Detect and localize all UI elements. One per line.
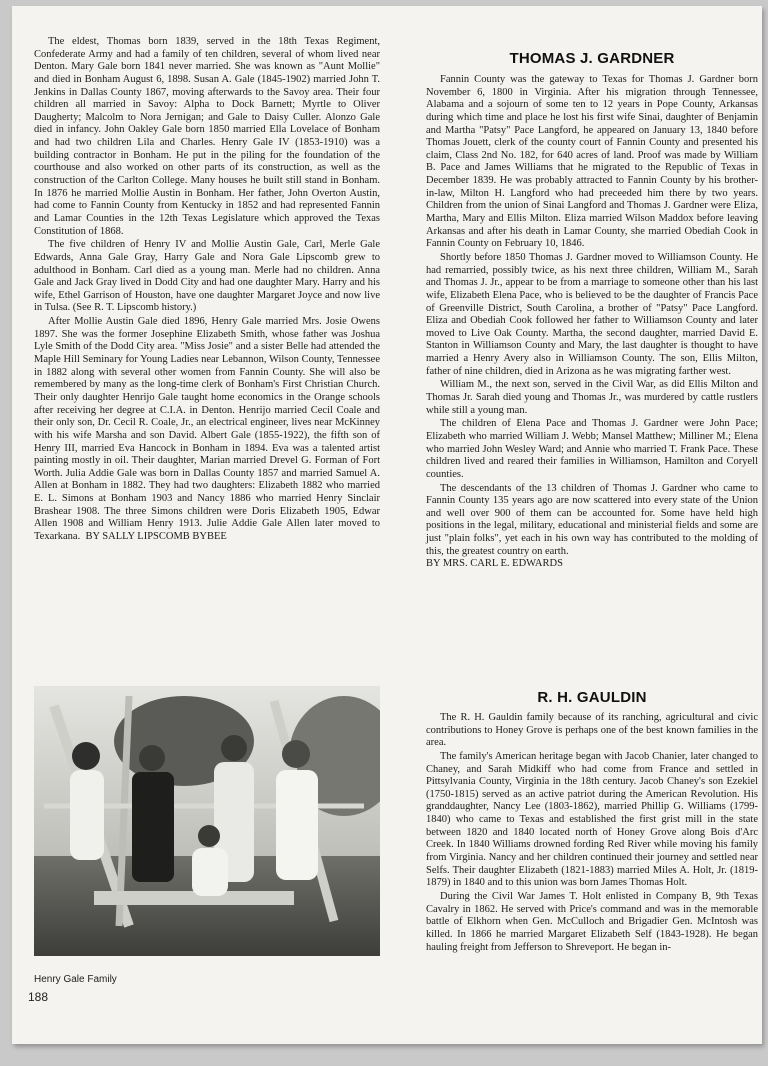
gardner-column	[426, 74, 758, 571]
document-page	[12, 6, 762, 1044]
paragraph: The family's American heritage began with Jacob Chanier, later changed to Chaney, and Sarah Midkiff who had come from France and settled in Pittsylvania County, Virginia in the 18th century. Jacob Chaney's son Ezekiel (1750-1815) served as an active patriot during the American Revolution. His granddaughter, Nancy Lee (1803-1862), married Phillip G. Williams (1799-1840) who came to Texas and established the first grist mill in the state between 1820 and 1840 located north of Honey Grove along Bois d'Arc Creek. In 1840 Williams drowned fording Red River while moving his family from Virginia. Nancy and her children continued their journey and settled near Selfs. Their daughter Elizabeth (1821-1883) married Miles A. Holt, Jr. (1819-1879) in 1840 and to this union was born James Thomas Holt.	[426, 750, 758, 889]
paragraph: The children of Elena Pace and Thomas J. Gardner were John Pace; Elizabeth who married William J. Webb; Mansel Matthew; Milliner M.; Elena who married John Wesley Ward; and Annie who married T. Frank Pace. These children lived and reared their families in Williamson, Hamilton and Coryell counties.	[426, 418, 758, 480]
paragraph: Shortly before 1850 Thomas J. Gardner moved to Williamson County. He had remarried, possibly twice, as his next three children, William M., Sarah and Thomas J. Jr., appear to be from a marriage to someone other than his last wife, Elizabeth Elena Pace, who is believed to be the daughter of Francis Pace of Greenville District, South Carolina, a brother of "Patsy" Pace Langford. Eliza and Obediah Cook followed her father to Williamson County and later moved to Live Oak County. Martha, the second daughter, married David E. Stanton in Williamson County and Mary, the last daughter is thought to have married a Henry Avery also in Williamson County. The son, Ellis Milton, father of nine children, died in Arizona as he was migrating farther west.	[426, 251, 758, 377]
paragraph	[34, 316, 380, 544]
section-title-gauldin: R. H. GAULDIN	[537, 689, 647, 706]
gale-history-column	[34, 36, 380, 544]
section-title-gardner: THOMAS J. GARDNER	[509, 50, 675, 67]
byline: BY MRS. CARL E. EDWARDS	[426, 558, 563, 570]
photo-caption: Henry Gale Family	[34, 974, 117, 985]
paragraph: Fannin County was the gateway to Texas for Thomas J. Gardner born November 6, 1800 in Virginia. After his migration through Tennessee, Alabama and a sojourn of some ten to 12 years in Pope County, Arkansas during which time and place he lost his first wife Sinai, daughter of Benjamin and Martha "Patsy" Pace Langford, he appeared on January 13, 1840 before Thomas Jouett, clerk of the county court of Fannin County and presented his claim, Class 2nd No. 182, for 640 acres of land. Proof was made by William B. Pace and James Williams that he migrated to the Republic of Texas in December 1839. He was probably attracted to Fannin County by his brother-in-law, Milton H. Langford who had preceeded him there by two years. Children from the union of Sinai Langford and Thomas J. Gardner were Eliza, Martha, Mary and Ellis Milton. Eliza married Wilson Maddox before leaving Arkansas and after his death in Lamar County, she married Obediah Cook in Fannin County on February 10, 1846.	[426, 74, 758, 250]
paragraph: The descendants of the 13 children of Thomas J. Gardner who came to Fannin County 135 years ago are now scattered into every state of the Union and well over 900 of them can be accounted for. Some have held high positions in the legal, military, educational and ministerial fields and some are just "plain folks", yet each in his own way has contributed to the molding of this, the greatest country on earth.	[426, 482, 758, 557]
paragraph: The five children of Henry IV and Mollie Austin Gale, Carl, Merle Gale Edwards, Anna Gale Gray, Harry Gale and Nora Gale Lipscomb grew to adulthood in Bonham. Carl died as a young man. Merle had no children. Anna Gale and Jack Gray lived in Dodd City and had one daughter Mary. Harry and his wife, Ethel Garrison of Houston, have one daughter Margaret Joyce and now live in Tulsa. (See R. T. Lipscomb history.)	[34, 239, 380, 314]
byline: BY SALLY LIPSCOMB BYBEE	[85, 530, 227, 542]
gauldin-column	[426, 712, 758, 954]
paragraph: During the Civil War James T. Holt enlisted in Company B, 9th Texas Cavalry in 1862. He served with Price's command and was in the memorable battle of Elkhorn when Gen. McCulloch and Brigadier Gen. McIntosh was killed. In 1866 he married Margaret Elizabeth Self (1843-1928). He began hauling freight from Jefferson to Shreveport. He began in-	[426, 890, 758, 953]
paragraph: William M., the next son, served in the Civil War, as did Ellis Milton and Thomas Jr. Sarah died young and Thomas Jr., was murdered by cattle rustlers while still a young man.	[426, 379, 758, 416]
paragraph: The R. H. Gauldin family because of its ranching, agricultural and civic contributions to Honey Grove is perhaps one of the best known families in the area.	[426, 712, 758, 749]
page-number: 188	[28, 990, 49, 1004]
paragraph-text: After Mollie Austin Gale died 1896, Henry Gale married Mrs. Josie Owens 1897. She was the former Josephine Elizabeth Smith, whose father was Joshua Lyle Smith of the Dodd City area. "Miss Josie" and a sister Belle had attended the Maple Hill Seminary for Young Ladies near Lebannon, Wilson County, Tennessee in 1882 along with several other women from Fannin County. She will also be remembered by many as the long-time clerk of Bonham's First Christian Church. Their only daughter Henrijo Gale taught home economics in the Orange schools after receiving her degree at C.I.A. in Denton. Henrijo married Cecil Coale and their only son, Dr. Cecil R. Coale, Jr., an electrical engineer, lives near McKinney with his wife Marsha and son David. Albert Gale (1855-1922), the fifth son of Henry III, married Eva Hancock in Bonham in 1894. Eva was a talented artist painting mostly in oil. Their daughter, Marian married Drevel G. Forman of Fort Worth. Julia Addie Gale was born in Dallas County 1857 and married Samuel A. Allen at Bonham in 1882. They had two daughters: Elizabeth 1882 who married E. L. Simons at Bonham 1903 and Nancy 1886 who married Henry Sinclair Brashear 1908. The three Simons children were Doris Elizabeth 1905, Edwar Allen 1908 and William Henry 1913. Julie Addie Gale Allen later moved to Texarkana.	[34, 316, 380, 542]
paragraph: The eldest, Thomas born 1839, served in the 18th Texas Regiment, Confederate Army and had a family of ten children, several of whom lived near Denton. Mary Gale born 1841 never married. She was known as "Aunt Mollie" and died in Bonham August 6, 1898. Susan A. Gale (1845-1902) married John T. Jenkins in Dallas County 1867, moving afterwards to the Savoy area. Their four children all married in Savoy: Alpha to Dock Barnett; Myrtle to Oliver Daugherty; Malcolm to Nora Jernigan; and Gale to Daisy Culler. Alonzo Gale died in infancy. John Oakley Gale born 1850 married Ella Lovelace of Bonham and had two children Lila and Charles. Henry Gale IV (1853-1910) was a building contractor in Bonham. He put in the piling for the foundation of the courthouse and also worked on other parts of its construction, as well as the construction of the Carlton College. Many houses he built still stand in Bonham. In 1876 he married Mollie Austin in Bonham. Her father, John Overton Austin, had come to Fannin County from Kentucky in 1852 and had represented Fannin and Lamar Counties in the 12th Texas Legislature which approved the Texas Constitution of 1868.	[34, 36, 380, 237]
family-photograph	[34, 686, 380, 956]
